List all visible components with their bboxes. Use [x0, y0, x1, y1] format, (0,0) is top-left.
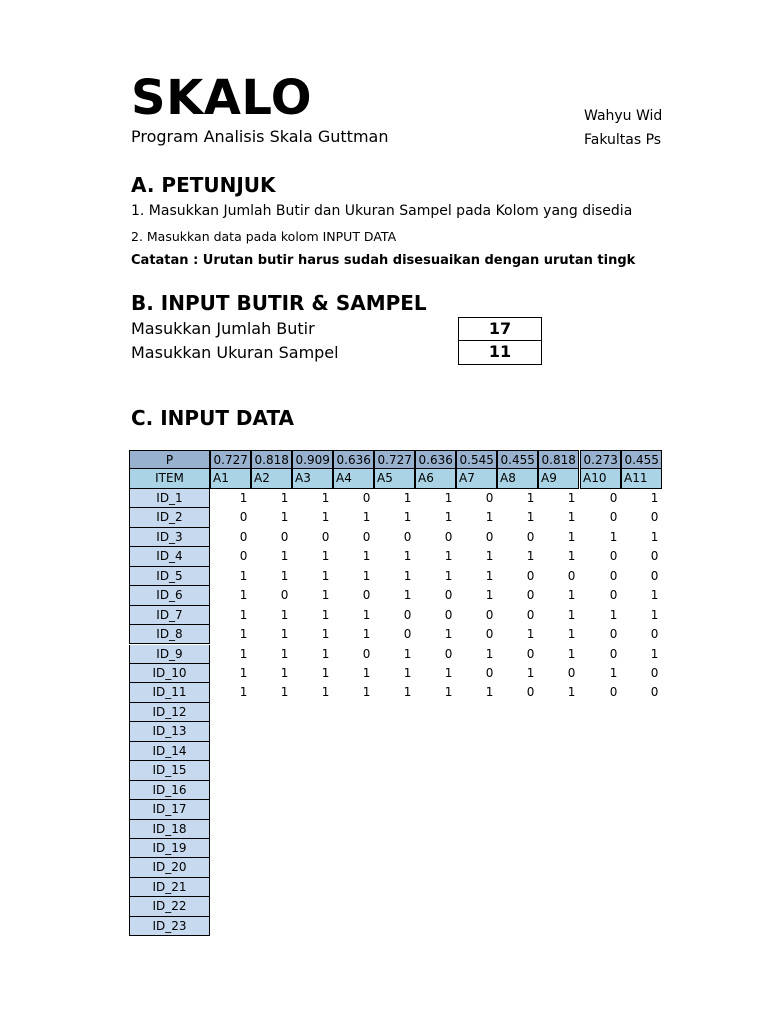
- instruction-2: 2. Masukkan data pada kolom INPUT DATA: [131, 229, 397, 244]
- data-cell[interactable]: 1: [444, 568, 453, 583]
- table-row: [129, 742, 662, 761]
- respondent-id-cell: ID_9: [129, 645, 210, 664]
- data-cell[interactable]: 1: [321, 490, 330, 505]
- respondent-id-cell: ID_3: [129, 528, 210, 547]
- data-cell[interactable]: 0: [321, 529, 330, 544]
- data-cell[interactable]: 1: [321, 685, 330, 700]
- respondent-id-cell: ID_4: [129, 547, 210, 566]
- respondent-id-cell: ID_6: [129, 586, 210, 605]
- data-cell[interactable]: 0: [609, 549, 618, 564]
- respondent-id-cell: ID_19: [129, 839, 210, 858]
- data-cell[interactable]: 1: [485, 646, 494, 661]
- table-row: [129, 683, 662, 702]
- data-cell[interactable]: 0: [609, 627, 618, 642]
- p-row: [129, 450, 662, 469]
- data-cell[interactable]: 1: [239, 588, 248, 603]
- table-row: [129, 645, 662, 664]
- item-header-cell[interactable]: A10: [580, 469, 621, 488]
- data-cell[interactable]: 1: [650, 490, 659, 505]
- data-cell[interactable]: 1: [403, 665, 412, 680]
- data-cell[interactable]: 1: [567, 510, 576, 525]
- data-cell[interactable]: 0: [280, 588, 289, 603]
- p-value-cell: 0.727: [210, 450, 251, 469]
- respondent-id-cell: ID_20: [129, 858, 210, 877]
- data-cell[interactable]: 0: [485, 627, 494, 642]
- data-cell[interactable]: 1: [280, 568, 289, 583]
- item-header-cell[interactable]: A1: [210, 469, 251, 488]
- data-cell[interactable]: 1: [239, 490, 248, 505]
- data-cell[interactable]: 0: [444, 646, 453, 661]
- data-cell[interactable]: 1: [650, 529, 659, 544]
- data-cell[interactable]: 0: [650, 549, 659, 564]
- data-cell[interactable]: 1: [403, 549, 412, 564]
- data-cell[interactable]: 1: [280, 665, 289, 680]
- data-cell[interactable]: 0: [650, 510, 659, 525]
- p-value-cell: 0.545: [456, 450, 497, 469]
- data-cell[interactable]: 1: [403, 685, 412, 700]
- p-value-cell: 0.455: [497, 450, 538, 469]
- table-row: [129, 761, 662, 780]
- data-cell[interactable]: 0: [362, 529, 371, 544]
- data-cell[interactable]: 1: [444, 490, 453, 505]
- sample-size-input[interactable]: 11: [458, 341, 542, 365]
- table-row: [129, 489, 662, 508]
- data-cell[interactable]: 1: [362, 607, 371, 622]
- data-cell[interactable]: 1: [403, 568, 412, 583]
- data-cell[interactable]: 1: [567, 588, 576, 603]
- respondent-id-cell: ID_18: [129, 820, 210, 839]
- data-cell[interactable]: 1: [567, 646, 576, 661]
- p-value-cell: 0.727: [374, 450, 415, 469]
- respondent-id-cell: ID_7: [129, 606, 210, 625]
- table-row: [129, 897, 662, 916]
- section-c-heading: C. INPUT DATA: [131, 406, 295, 430]
- item-row-label: ITEM: [129, 469, 210, 488]
- data-cell[interactable]: 1: [321, 627, 330, 642]
- data-cell[interactable]: 0: [650, 568, 659, 583]
- data-cell[interactable]: 1: [567, 490, 576, 505]
- p-value-cell: 0.455: [621, 450, 662, 469]
- data-cell[interactable]: 0: [485, 490, 494, 505]
- data-cell[interactable]: 1: [403, 646, 412, 661]
- respondent-id-cell: ID_17: [129, 800, 210, 819]
- data-cell[interactable]: 1: [321, 607, 330, 622]
- data-cell[interactable]: 0: [485, 529, 494, 544]
- data-cell[interactable]: 1: [280, 510, 289, 525]
- section-b-heading: B. INPUT BUTIR & SAMPEL: [131, 291, 427, 315]
- respondent-id-cell: ID_15: [129, 761, 210, 780]
- data-cell[interactable]: 1: [444, 627, 453, 642]
- item-header-cell[interactable]: A8: [497, 469, 538, 488]
- data-cell[interactable]: 1: [239, 568, 248, 583]
- data-cell[interactable]: 1: [321, 568, 330, 583]
- data-cell[interactable]: 1: [485, 568, 494, 583]
- data-cell[interactable]: 1: [239, 627, 248, 642]
- note-text: Catatan : Urutan butir harus sudah disesuaikan dengan urutan tingk: [131, 253, 636, 268]
- data-cell[interactable]: 1: [403, 588, 412, 603]
- data-cell[interactable]: 1: [526, 490, 535, 505]
- p-value-cell: 0.636: [333, 450, 374, 469]
- data-cell[interactable]: 1: [650, 646, 659, 661]
- respondent-id-cell: ID_16: [129, 781, 210, 800]
- data-cell[interactable]: 0: [239, 510, 248, 525]
- item-header-cell[interactable]: A3: [292, 469, 333, 488]
- data-cell[interactable]: 1: [526, 627, 535, 642]
- data-cell[interactable]: 1: [239, 646, 248, 661]
- data-cell[interactable]: 0: [650, 685, 659, 700]
- data-cell[interactable]: 0: [609, 588, 618, 603]
- table-row: [129, 917, 662, 936]
- data-cell[interactable]: 1: [280, 549, 289, 564]
- data-cell[interactable]: 0: [362, 646, 371, 661]
- data-cell[interactable]: 1: [362, 510, 371, 525]
- author-name: Wahyu Wid: [584, 108, 663, 124]
- data-cell[interactable]: 0: [567, 568, 576, 583]
- data-cell[interactable]: 0: [526, 529, 535, 544]
- data-cell[interactable]: 1: [650, 588, 659, 603]
- table-row: [129, 800, 662, 819]
- data-cell[interactable]: 0: [444, 529, 453, 544]
- table-row: [129, 858, 662, 877]
- p-row-label: P: [129, 450, 210, 469]
- data-cell[interactable]: 1: [567, 607, 576, 622]
- respondent-id-cell: ID_23: [129, 917, 210, 936]
- item-row: [129, 469, 662, 488]
- data-cell[interactable]: 1: [280, 490, 289, 505]
- data-cell[interactable]: 1: [239, 665, 248, 680]
- respondent-id-cell: ID_22: [129, 897, 210, 916]
- data-cell[interactable]: 1: [609, 665, 618, 680]
- data-cell[interactable]: 1: [403, 510, 412, 525]
- data-cell[interactable]: 1: [444, 510, 453, 525]
- data-cell[interactable]: 1: [567, 685, 576, 700]
- data-cell[interactable]: 1: [362, 665, 371, 680]
- respondent-id-cell: ID_10: [129, 664, 210, 683]
- data-cell[interactable]: 0: [362, 588, 371, 603]
- data-cell[interactable]: 0: [609, 685, 618, 700]
- p-value-cell: 0.273: [580, 450, 621, 469]
- item-header-cell[interactable]: A4: [333, 469, 374, 488]
- item-header-cell[interactable]: A2: [251, 469, 292, 488]
- data-cell[interactable]: 1: [321, 549, 330, 564]
- respondent-id-cell: ID_12: [129, 703, 210, 722]
- data-cell[interactable]: 0: [650, 627, 659, 642]
- faculty-name: Fakultas Ps: [584, 132, 662, 148]
- p-value-cell: 0.636: [415, 450, 456, 469]
- data-cell[interactable]: 0: [650, 665, 659, 680]
- data-cell[interactable]: 1: [526, 510, 535, 525]
- data-cell[interactable]: 1: [362, 568, 371, 583]
- data-cell[interactable]: 1: [321, 510, 330, 525]
- data-cell[interactable]: 1: [239, 685, 248, 700]
- table-row: [129, 703, 662, 722]
- data-cell[interactable]: 1: [280, 627, 289, 642]
- data-cell[interactable]: 1: [321, 588, 330, 603]
- table-row: [129, 820, 662, 839]
- data-cell[interactable]: 1: [485, 588, 494, 603]
- data-cell[interactable]: 0: [485, 665, 494, 680]
- data-cell[interactable]: 1: [485, 510, 494, 525]
- data-cell[interactable]: 0: [444, 607, 453, 622]
- data-cell[interactable]: 1: [444, 685, 453, 700]
- table-row: [129, 567, 662, 586]
- data-cell[interactable]: 0: [609, 646, 618, 661]
- data-cell[interactable]: 1: [321, 665, 330, 680]
- item-header-cell[interactable]: A7: [456, 469, 497, 488]
- section-a-heading: A. PETUNJUK: [131, 173, 276, 197]
- data-cell[interactable]: 1: [485, 549, 494, 564]
- data-cell[interactable]: 1: [567, 529, 576, 544]
- data-cell[interactable]: 0: [403, 529, 412, 544]
- data-cell[interactable]: 0: [526, 685, 535, 700]
- table-row: [129, 839, 662, 858]
- table-row: [129, 781, 662, 800]
- data-cell[interactable]: 0: [567, 665, 576, 680]
- table-row: [129, 586, 662, 605]
- data-cell[interactable]: 1: [280, 607, 289, 622]
- table-row: [129, 722, 662, 741]
- table-row: [129, 625, 662, 644]
- p-value-cell: 0.818: [251, 450, 292, 469]
- item-header-cell[interactable]: A6: [415, 469, 456, 488]
- data-cell[interactable]: 0: [403, 627, 412, 642]
- data-cell[interactable]: 1: [362, 549, 371, 564]
- data-cell[interactable]: 1: [567, 549, 576, 564]
- data-cell[interactable]: 0: [280, 529, 289, 544]
- instruction-1: 1. Masukkan Jumlah Butir dan Ukuran Sampel pada Kolom yang disedia: [131, 203, 633, 219]
- respondent-id-cell: ID_2: [129, 508, 210, 527]
- data-cell[interactable]: 1: [609, 529, 618, 544]
- data-cell[interactable]: 1: [650, 607, 659, 622]
- table-row: [129, 528, 662, 547]
- data-cell[interactable]: 0: [526, 588, 535, 603]
- respondent-id-cell: ID_5: [129, 567, 210, 586]
- data-cell[interactable]: 1: [280, 685, 289, 700]
- data-cell[interactable]: 0: [403, 607, 412, 622]
- data-cell[interactable]: 0: [526, 607, 535, 622]
- respondent-id-cell: ID_11: [129, 683, 210, 702]
- data-cell[interactable]: 0: [444, 588, 453, 603]
- data-cell[interactable]: 0: [239, 529, 248, 544]
- respondent-id-cell: ID_21: [129, 878, 210, 897]
- data-cell[interactable]: 0: [362, 490, 371, 505]
- item-header-cell[interactable]: A5: [374, 469, 415, 488]
- respondent-id-cell: ID_8: [129, 625, 210, 644]
- respondent-id-cell: ID_1: [129, 489, 210, 508]
- data-cell[interactable]: 0: [609, 510, 618, 525]
- items-count-input[interactable]: 17: [458, 317, 542, 341]
- data-cell[interactable]: 1: [403, 490, 412, 505]
- table-row: [129, 878, 662, 897]
- data-cell[interactable]: 1: [362, 627, 371, 642]
- data-cell[interactable]: 1: [362, 685, 371, 700]
- data-cell[interactable]: 1: [444, 549, 453, 564]
- table-row: [129, 508, 662, 527]
- p-value-cell: 0.909: [292, 450, 333, 469]
- data-cell[interactable]: 1: [280, 646, 289, 661]
- respondent-id-cell: ID_13: [129, 722, 210, 741]
- table-row: [129, 606, 662, 625]
- data-cell[interactable]: 0: [609, 490, 618, 505]
- table-row: [129, 664, 662, 683]
- data-cell[interactable]: 1: [444, 665, 453, 680]
- app-title: SKALO: [131, 70, 313, 126]
- data-cell[interactable]: 1: [609, 607, 618, 622]
- app-subtitle: Program Analisis Skala Guttman: [131, 127, 389, 146]
- data-cell[interactable]: 0: [526, 568, 535, 583]
- items-count-label: Masukkan Jumlah Butir: [131, 319, 315, 338]
- p-value-cell: 0.818: [538, 450, 579, 469]
- data-cell[interactable]: 0: [239, 549, 248, 564]
- item-header-cell[interactable]: A11: [621, 469, 662, 488]
- sample-size-label: Masukkan Ukuran Sampel: [131, 343, 339, 362]
- data-cell[interactable]: 1: [567, 627, 576, 642]
- data-cell[interactable]: 1: [239, 607, 248, 622]
- item-header-cell[interactable]: A9: [538, 469, 579, 488]
- data-cell[interactable]: 1: [526, 549, 535, 564]
- data-cell[interactable]: 1: [321, 646, 330, 661]
- data-cell[interactable]: 0: [485, 607, 494, 622]
- respondent-id-cell: ID_14: [129, 742, 210, 761]
- data-cell[interactable]: 1: [485, 685, 494, 700]
- data-cell[interactable]: 0: [609, 568, 618, 583]
- table-row: [129, 547, 662, 566]
- data-cell[interactable]: 0: [526, 646, 535, 661]
- data-cell[interactable]: 1: [526, 665, 535, 680]
